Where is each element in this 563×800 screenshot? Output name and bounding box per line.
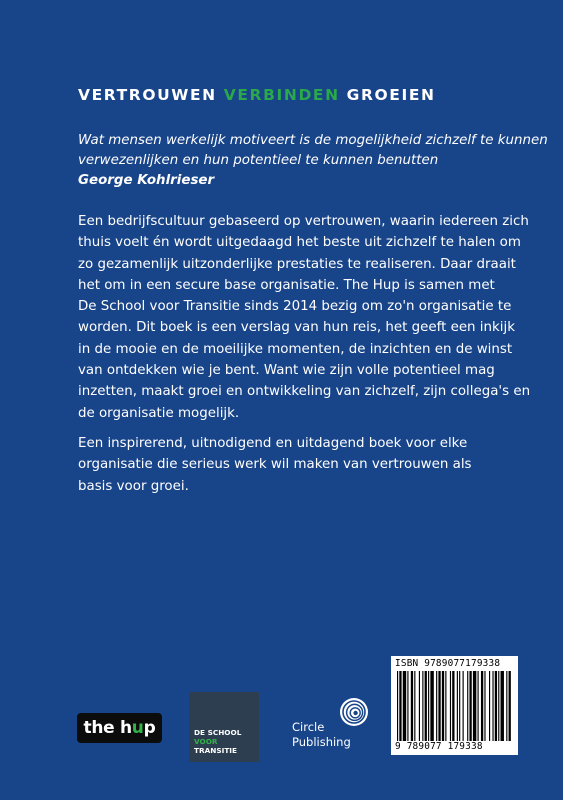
quote-author: George Kohlrieser [78, 173, 215, 188]
barcode-bar [450, 671, 451, 741]
barcode-bar [457, 671, 458, 741]
barcode-bar [407, 671, 408, 741]
quote-line: verwezenlijken en hun potentieel te kunnen benutten [78, 153, 439, 168]
paragraph-line: inzetten, maakt groei en ontwikkeling van zichzelf, zijn collega's en [78, 384, 531, 400]
circle-spiral-icon [339, 697, 369, 727]
hup-logo-text: p [143, 718, 156, 738]
barcode-bar [501, 671, 504, 741]
paragraph-line: het om in een secure base organisatie. The Hup is samen met [78, 277, 495, 293]
barcode-bar [467, 671, 468, 741]
circle-publishing-logo [292, 697, 372, 757]
heading-word-groeien: GROEIEN [346, 86, 436, 104]
school-logo-line: TRANSITIE [194, 746, 237, 755]
barcode-bar [473, 671, 476, 741]
barcode-bar [509, 671, 511, 741]
hup-logo-accent: u [131, 718, 144, 738]
barcode-bar [436, 671, 437, 741]
description-paragraph-1 [78, 211, 531, 424]
barcode-bar [411, 671, 413, 741]
barcode-bar [438, 671, 440, 741]
school-logo-line: DE SCHOOL [194, 728, 242, 737]
barcode-bar [481, 671, 483, 741]
hup-logo-text: the h [83, 718, 132, 738]
paragraph-line: organisatie die serieus werk wil maken van vertrouwen als [78, 457, 472, 473]
paragraph-line: worden. Dit boek is een verslag van hun reis, het geeft een inkijk [78, 320, 515, 336]
barcode-bar [506, 671, 507, 741]
paragraph-line: basis voor groei. [78, 478, 189, 494]
barcode-bar [492, 671, 493, 741]
isbn-barcode [391, 656, 518, 755]
isbn-label: ISBN 9789077179338 [395, 658, 501, 669]
heading-word-verbinden: VERBINDEN [223, 86, 340, 104]
paragraph-line: de organisatie mogelijk. [78, 405, 240, 421]
barcode-number: 9 789077 179338 [395, 741, 483, 752]
circle-logo-line: Publishing [292, 735, 351, 749]
paragraph-line: van ontdekken wie je bent. Want wie zijn volle potentieel mag [78, 363, 495, 379]
barcode-bar [484, 671, 485, 741]
barcode-bar [419, 671, 420, 741]
barcode-bar [495, 671, 497, 741]
barcode-bars [397, 671, 512, 741]
barcode-bar [445, 671, 446, 741]
paragraph-line: thuis voelt én wordt uitgedaagd het beste uit zichzelf te halen om [78, 235, 521, 251]
barcode-bar [430, 671, 433, 741]
barcode-bar [399, 671, 401, 741]
paragraph-line: Een inspirerend, uitnodigend en uitdagend boek voor elke [78, 436, 468, 451]
paragraph-line: De School voor Transitie sinds 2014 bezig om zo'n organisatie te [78, 299, 512, 315]
barcode-bar [489, 671, 490, 741]
cover-heading [78, 86, 436, 104]
description-paragraph-2 [78, 433, 518, 497]
barcode-bar [442, 671, 444, 741]
quote-block [78, 131, 548, 191]
barcode-bar [478, 671, 479, 741]
circle-logo-line: Circle [292, 720, 325, 734]
barcode-bar [425, 671, 427, 741]
barcode-bar [422, 671, 423, 741]
the-hup-logo [77, 713, 162, 743]
school-logo-line: VOOR [194, 737, 218, 746]
paragraph-line: zo gezamenlijk uitzonderlijke prestaties te realiseren. Daar draait [78, 256, 516, 272]
school-voor-transitie-logo [189, 692, 259, 762]
barcode-bar [403, 671, 406, 741]
barcode-bar [452, 671, 454, 741]
barcode-bar [498, 671, 499, 741]
paragraph-line: in de mooie en de moeilijke momenten, de inzichten en de winst [78, 341, 513, 357]
quote-line: Wat mensen werkelijk motiveert is de mogelijkheid zichzelf te kunnen [78, 133, 548, 148]
barcode-bar [463, 671, 464, 741]
heading-word-vertrouwen: VERTROUWEN [78, 86, 217, 104]
barcode-bar [469, 671, 471, 741]
barcode-bar [428, 671, 429, 741]
barcode-bar [397, 671, 398, 741]
barcode-bar [459, 671, 460, 741]
barcode-bar [414, 671, 415, 741]
paragraph-line: Een bedrijfscultuur gebaseerd op vertrouwen, waarin iedereen zich [78, 214, 529, 229]
